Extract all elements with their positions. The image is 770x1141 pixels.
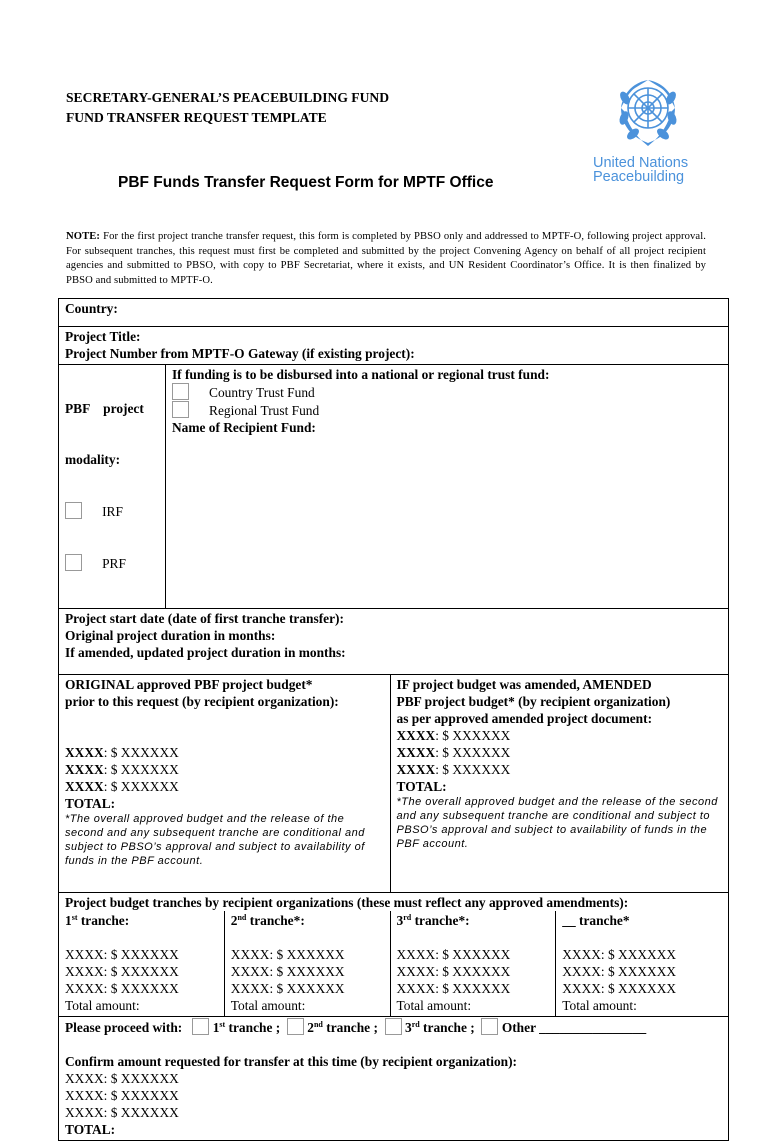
amended-budget-org-1: XXXX	[396, 728, 436, 743]
original-budget-line-3[interactable]	[65, 778, 386, 795]
amended-budget-org-2: XXXX	[396, 745, 436, 760]
prf-label: PRF	[102, 556, 126, 571]
irf-label: IRF	[102, 504, 123, 519]
amended-budget-title-3: as per approved amended project document:	[396, 711, 653, 726]
original-budget-org-3: XXXX	[65, 779, 104, 794]
original-budget-amount-1: : $ XXXXXX	[103, 745, 179, 760]
proceed-other-label[interactable]: Other ________________	[501, 1020, 647, 1035]
header-line-2: FUND TRANSFER REQUEST TEMPLATE	[66, 110, 327, 125]
modality-row	[59, 365, 729, 609]
tranche-2-line-2[interactable]: XXXX: $ XXXXXX	[230, 964, 345, 979]
tranche-3-line-2[interactable]: XXXX: $ XXXXXX	[396, 964, 511, 979]
country-trust-fund-label: Country Trust Fund	[209, 385, 315, 400]
tranche-1-number: 1	[65, 913, 72, 928]
country-row	[59, 299, 729, 327]
tranche-1-label: tranche:	[77, 913, 130, 928]
funding-question: If funding is to be disbursed into a national or regional trust fund:	[171, 367, 550, 382]
tranche-1-cell	[59, 911, 225, 1017]
amended-budget-footnote: *The overall approved budget and the release of the second and any subsequent tranche are conditional and subject to PBSO’s approval and subject to availability of funds in the PBF account.	[396, 796, 718, 850]
tranche-2-line-3[interactable]: XXXX: $ XXXXXX	[230, 981, 345, 996]
country-trust-fund-checkbox[interactable]	[172, 383, 189, 400]
original-budget-footnote: *The overall approved budget and the release of the second and any subsequent tranche are conditional and subject to PBSO’s approval and subject to availability of funds in the PBF account.	[65, 813, 365, 867]
proceed-3-suffix: rd	[411, 1020, 420, 1029]
confirm-line-2[interactable]: XXXX: $ XXXXXX	[65, 1088, 179, 1103]
irf-checkbox[interactable]	[65, 502, 82, 519]
proceed-tranche-2-label	[307, 1020, 378, 1035]
tranche-2-total[interactable]: Total amount:	[230, 998, 306, 1013]
tranche-1-line-2[interactable]: XXXX: $ XXXXXX	[65, 964, 179, 979]
proceed-cell	[59, 1017, 729, 1141]
proceed-other-checkbox[interactable]	[481, 1018, 498, 1035]
note-label: NOTE:	[66, 231, 101, 242]
proceed-1-number: 1	[212, 1020, 220, 1035]
original-budget-org-1: XXXX	[65, 745, 104, 760]
tranche-2-label: tranche*:	[246, 913, 305, 928]
confirm-label: Confirm amount requested for transfer at this time (by recipient organization):	[65, 1054, 517, 1069]
original-duration-field[interactable]: Original project duration in months:	[65, 628, 276, 643]
tranche-1-total[interactable]: Total amount:	[65, 998, 140, 1013]
proceed-line	[65, 1018, 722, 1036]
original-budget-amount-3: : $ XXXXXX	[103, 779, 179, 794]
tranche-2-line-1[interactable]: XXXX: $ XXXXXX	[230, 947, 345, 962]
tranche-3-line-1[interactable]: XXXX: $ XXXXXX	[396, 947, 511, 962]
project-number-field[interactable]: Project Number from MPTF-O Gateway (if existing project):	[65, 346, 415, 361]
country-field[interactable]: Country:	[59, 299, 729, 327]
logo-text	[592, 156, 704, 184]
tranches-header-row	[59, 893, 729, 912]
tranche-n-total[interactable]: Total amount:	[562, 998, 637, 1013]
tranche-3-total[interactable]: Total amount:	[396, 998, 472, 1013]
project-title-field[interactable]: Project Title:	[65, 329, 141, 344]
tranche-2-number: 2	[230, 913, 238, 928]
amended-budget-title-2: PBF project budget* (by recipient organization)	[396, 694, 671, 709]
tranche-1-line-1[interactable]: XXXX: $ XXXXXX	[65, 947, 179, 962]
proceed-tranche-1-checkbox[interactable]	[192, 1018, 209, 1035]
dates-row	[59, 609, 729, 675]
regional-trust-fund-option[interactable]	[172, 401, 722, 419]
original-budget-line-1[interactable]	[65, 744, 386, 761]
regional-trust-fund-checkbox[interactable]	[172, 401, 189, 418]
tranche-n-title: __ tranche*	[562, 913, 630, 928]
proceed-tranche-3-checkbox[interactable]	[385, 1018, 402, 1035]
original-budget-org-2: XXXX	[65, 762, 104, 777]
country-trust-fund-option[interactable]	[172, 383, 722, 401]
tranche-n-cell	[556, 911, 729, 1017]
proceed-2-text: tranche ;	[322, 1020, 378, 1035]
start-date-field[interactable]: Project start date (date of first tranche transfer):	[65, 611, 344, 626]
tranche-2-suffix: nd	[237, 913, 247, 922]
modality-cell	[59, 365, 166, 609]
confirm-line-1[interactable]: XXXX: $ XXXXXX	[65, 1071, 179, 1086]
proceed-tranche-2-checkbox[interactable]	[287, 1018, 304, 1035]
amended-budget-org-3: XXXX	[396, 762, 436, 777]
amended-budget-total[interactable]: TOTAL:	[396, 779, 447, 794]
proceed-2-number: 2	[307, 1020, 314, 1035]
tranche-n-line-3[interactable]: XXXX: $ XXXXXX	[562, 981, 677, 996]
budget-row	[59, 675, 729, 893]
tranches-row	[59, 911, 729, 1017]
document-header	[66, 88, 389, 128]
regional-trust-fund-label: Regional Trust Fund	[209, 403, 320, 418]
modality-prf-option[interactable]	[65, 554, 159, 572]
confirm-line-3[interactable]: XXXX: $ XXXXXX	[65, 1105, 179, 1120]
form-title: PBF Funds Transfer Request Form for MPTF Office	[118, 174, 494, 191]
amended-budget-amount-1: : $ XXXXXX	[435, 728, 511, 743]
prf-checkbox[interactable]	[65, 554, 82, 571]
tranche-3-line-3[interactable]: XXXX: $ XXXXXX	[396, 981, 511, 996]
proceed-3-number: 3	[405, 1020, 412, 1035]
proceed-row	[59, 1017, 729, 1141]
amended-budget-amount-2: : $ XXXXXX	[435, 745, 511, 760]
tranche-n-line-2[interactable]: XXXX: $ XXXXXX	[562, 964, 677, 979]
tranche-1-line-3[interactable]: XXXX: $ XXXXXX	[65, 981, 179, 996]
amended-budget-line-1[interactable]	[397, 727, 722, 744]
confirm-total[interactable]: TOTAL:	[65, 1122, 116, 1137]
amended-budget-title-1: IF project budget was amended, AMENDED	[396, 677, 652, 692]
header-line-1: SECRETARY-GENERAL’S PEACEBUILDING FUND	[66, 90, 390, 105]
tranches-header: Project budget tranches by recipient organizations (these must reflect any approved amendments):	[59, 893, 729, 912]
trust-fund-cell	[165, 365, 728, 609]
recipient-fund-field[interactable]: Name of Recipient Fund:	[171, 420, 316, 435]
amended-budget-line-3[interactable]	[397, 761, 722, 778]
modality-label-2: modality:	[65, 452, 121, 467]
note-paragraph	[66, 230, 706, 288]
proceed-label: Please proceed with:	[65, 1020, 183, 1035]
modality-label-1: PBF project	[65, 401, 144, 416]
project-title-row	[59, 327, 729, 365]
logo-line-1: United Nations	[593, 155, 689, 171]
original-budget-cell	[59, 675, 391, 893]
original-budget-amount-2: : $ XXXXXX	[103, 762, 179, 777]
tranche-3-cell	[390, 911, 556, 1017]
proceed-1-suffix: st	[219, 1020, 226, 1029]
transfer-request-form	[58, 298, 729, 1141]
tranche-1-suffix: st	[71, 913, 78, 922]
proceed-2-suffix: nd	[313, 1020, 323, 1029]
original-budget-line-2[interactable]	[65, 761, 386, 778]
dates-cell	[59, 609, 729, 675]
tranche-3-number: 3	[396, 913, 404, 928]
tranche-2-cell	[224, 911, 390, 1017]
proceed-1-text: tranche ;	[225, 1020, 281, 1035]
modality-irf-option[interactable]	[65, 502, 159, 520]
un-peacebuilding-logo	[592, 78, 704, 184]
original-budget-total[interactable]: TOTAL:	[65, 796, 116, 811]
proceed-tranche-3-label	[405, 1020, 475, 1035]
project-title-cell	[59, 327, 729, 365]
amended-budget-line-2[interactable]	[397, 744, 722, 761]
tranche-3-suffix: rd	[403, 913, 412, 922]
tranche-n-line-1[interactable]: XXXX: $ XXXXXX	[562, 947, 677, 962]
amended-duration-field[interactable]: If amended, updated project duration in months:	[65, 645, 346, 660]
amended-budget-cell	[390, 675, 728, 893]
proceed-3-text: tranche ;	[419, 1020, 475, 1035]
tranche-3-label: tranche*:	[411, 913, 470, 928]
tranche-3-title	[397, 912, 550, 929]
proceed-tranche-1-label	[213, 1020, 281, 1035]
original-budget-title-1: ORIGINAL approved PBF project budget*	[65, 677, 313, 692]
note-text: For the first project tranche transfer request, this form is completed by PBSO only and addressed to MPTF-O, following project approval. For subsequent tranches, this request must first be completed and submitted by the project Convening Agency on behalf of all project recipient agencies and submitted to PBSO, with copy to PBF Secretariat, where it exists, and UN Resident Coordinator’s Office. It is then finalized by PBSO and submitted to MPTF-O.	[66, 231, 706, 286]
tranche-1-title	[65, 912, 218, 929]
un-emblem-icon	[615, 78, 681, 152]
tranche-2-title	[231, 912, 384, 929]
original-budget-title-2: prior to this request (by recipient organization):	[65, 694, 339, 709]
amended-budget-amount-3: : $ XXXXXX	[435, 762, 511, 777]
logo-line-2: Peacebuilding	[593, 169, 685, 185]
